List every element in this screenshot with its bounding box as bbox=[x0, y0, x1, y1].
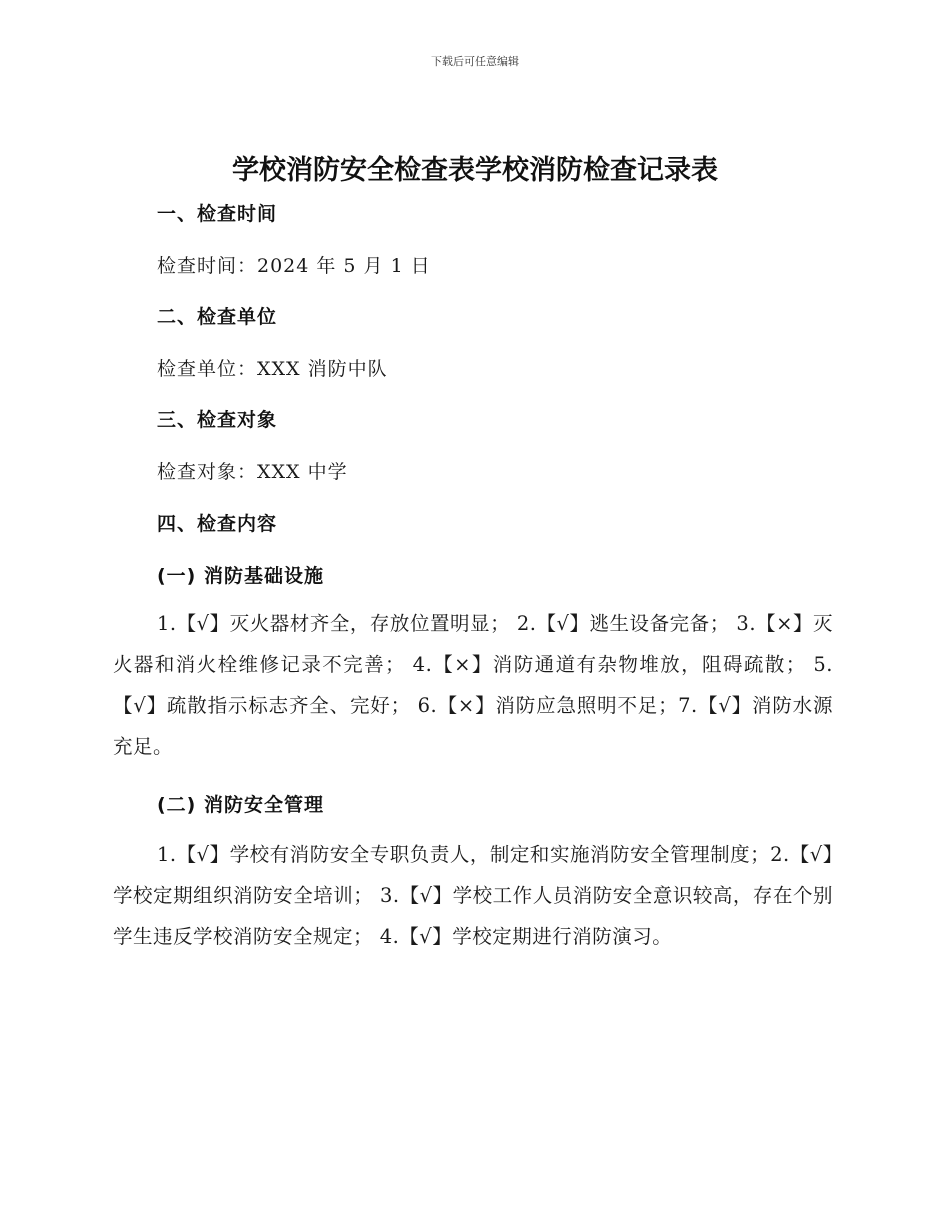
inspection-target: 检查对象：XXX 中学 bbox=[157, 461, 348, 483]
section-heading-content: 四、检查内容 bbox=[157, 513, 278, 535]
section-heading-target: 三、检查对象 bbox=[157, 409, 278, 431]
section-heading-unit: 二、检查单位 bbox=[157, 306, 278, 328]
subsection-heading-facilities: (一) 消防基础设施 bbox=[157, 565, 324, 587]
page-title: 学校消防安全检查表学校消防检查记录表 bbox=[232, 155, 718, 186]
subsection-heading-management: (二) 消防安全管理 bbox=[157, 794, 324, 816]
section-heading-time: 一、检查时间 bbox=[157, 203, 278, 225]
facilities-checklist: 1.【√】灭火器材齐全，存放位置明显； 2.【√】逃生设备完备； 3.【×】灭火器和消火栓维修记录不完善； 4.【×】消防通道有杂物堆放，阻碍疏散； 5.【√】疏散指示标志齐全、完好； 6.【×】消防应急照明不足；7.【√】消防水源充足。 bbox=[113, 612, 833, 758]
management-checklist: 1.【√】学校有消防安全专职负责人，制定和实施消防安全管理制度；2.【√】学校定期组织消防安全培训； 3.【√】学校工作人员消防安全意识较高，存在个别学生违反学校消防安全规定； 4.【√】学校定期进行消防演习。 bbox=[113, 843, 833, 948]
inspection-unit: 检查单位：XXX 消防中队 bbox=[157, 358, 388, 380]
inspection-time: 检查时间：2024 年 5 月 1 日 bbox=[157, 255, 431, 277]
header-note: 下载后可任意编辑 bbox=[431, 55, 519, 68]
